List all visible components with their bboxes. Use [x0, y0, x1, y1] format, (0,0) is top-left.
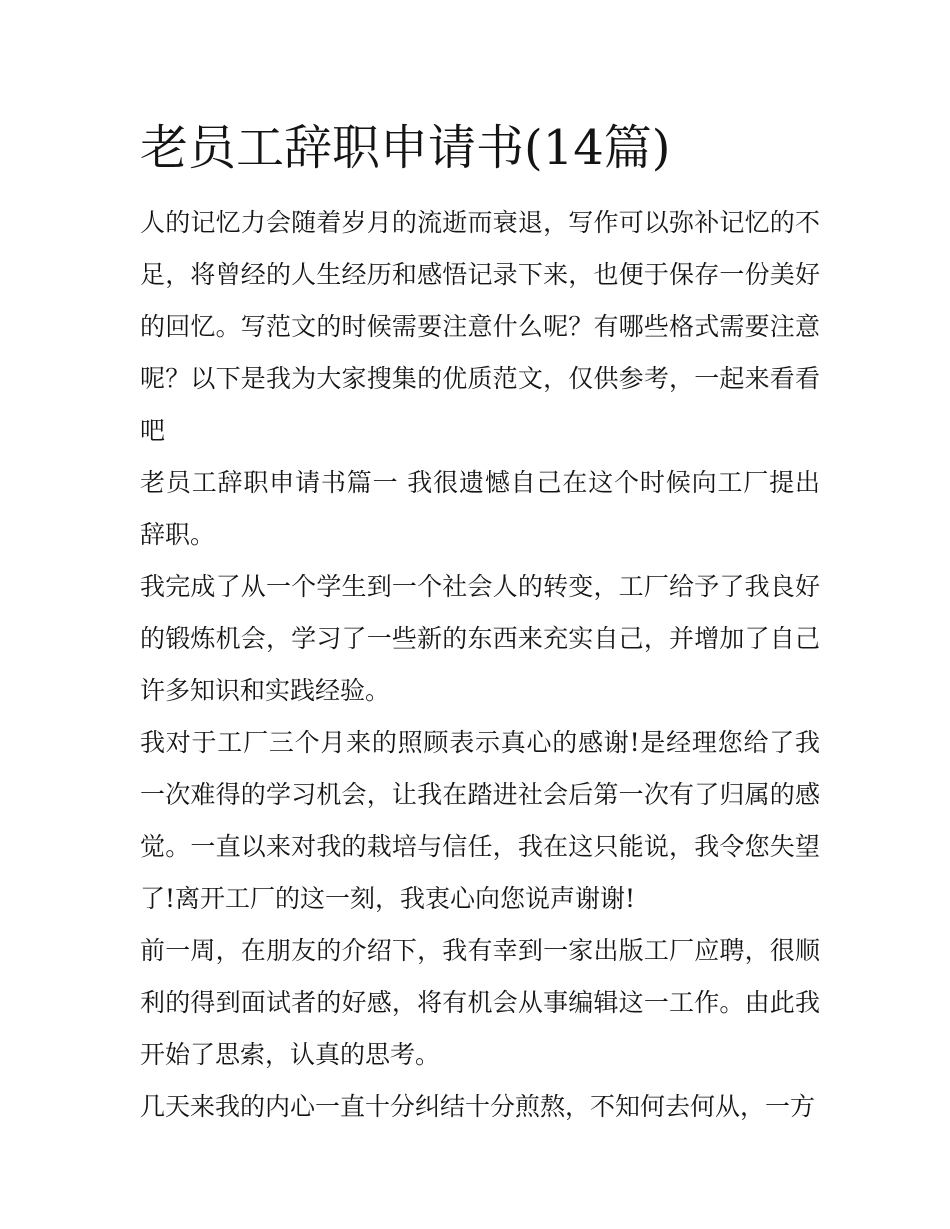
paragraph-body: 前一周，在朋友的介绍下，我有幸到一家出版工厂应聘，很顺利的得到面试者的好感，将有机会从事编辑这一工作。由此我开始了思索，认真的思考。: [140, 936, 820, 1069]
document-body: [140, 197, 820, 1133]
document-title: 老员工辞职申请书(14篇): [140, 120, 671, 176]
paragraph-body: 我对于工厂三个月来的照顾表示真心的感谢!是经理您给了我一次难得的学习机会，让我在踏进社会后第一次有了归属的感觉。一直以来对我的栽培与信任，我在这只能说，我令您失望了!离开工厂的这一刻，我衷心向您说声谢谢!: [140, 728, 820, 913]
paragraph-body: 我完成了从一个学生到一个社会人的转变，工厂给予了我良好的锻炼机会，学习了一些新的东西来充实自己，并增加了自己许多知识和实践经验。: [140, 572, 820, 705]
paragraph-body: 几天来我的内心一直十分纠结十分煎熬，不知何去何从，一方: [140, 1092, 816, 1121]
paragraph-section-heading: 老员工辞职申请书篇一 我很遗憾自己在这个时候向工厂提出辞职。: [140, 468, 820, 549]
paragraph-intro: 人的记忆力会随着岁月的流逝而衰退，写作可以弥补记忆的不足，将曾经的人生经历和感悟记录下来，也便于保存一份美好的回忆。写范文的时候需要注意什么呢？有哪些格式需要注意呢？以下是我为大家搜集的优质范文，仅供参考，一起来看看吧: [140, 208, 820, 445]
